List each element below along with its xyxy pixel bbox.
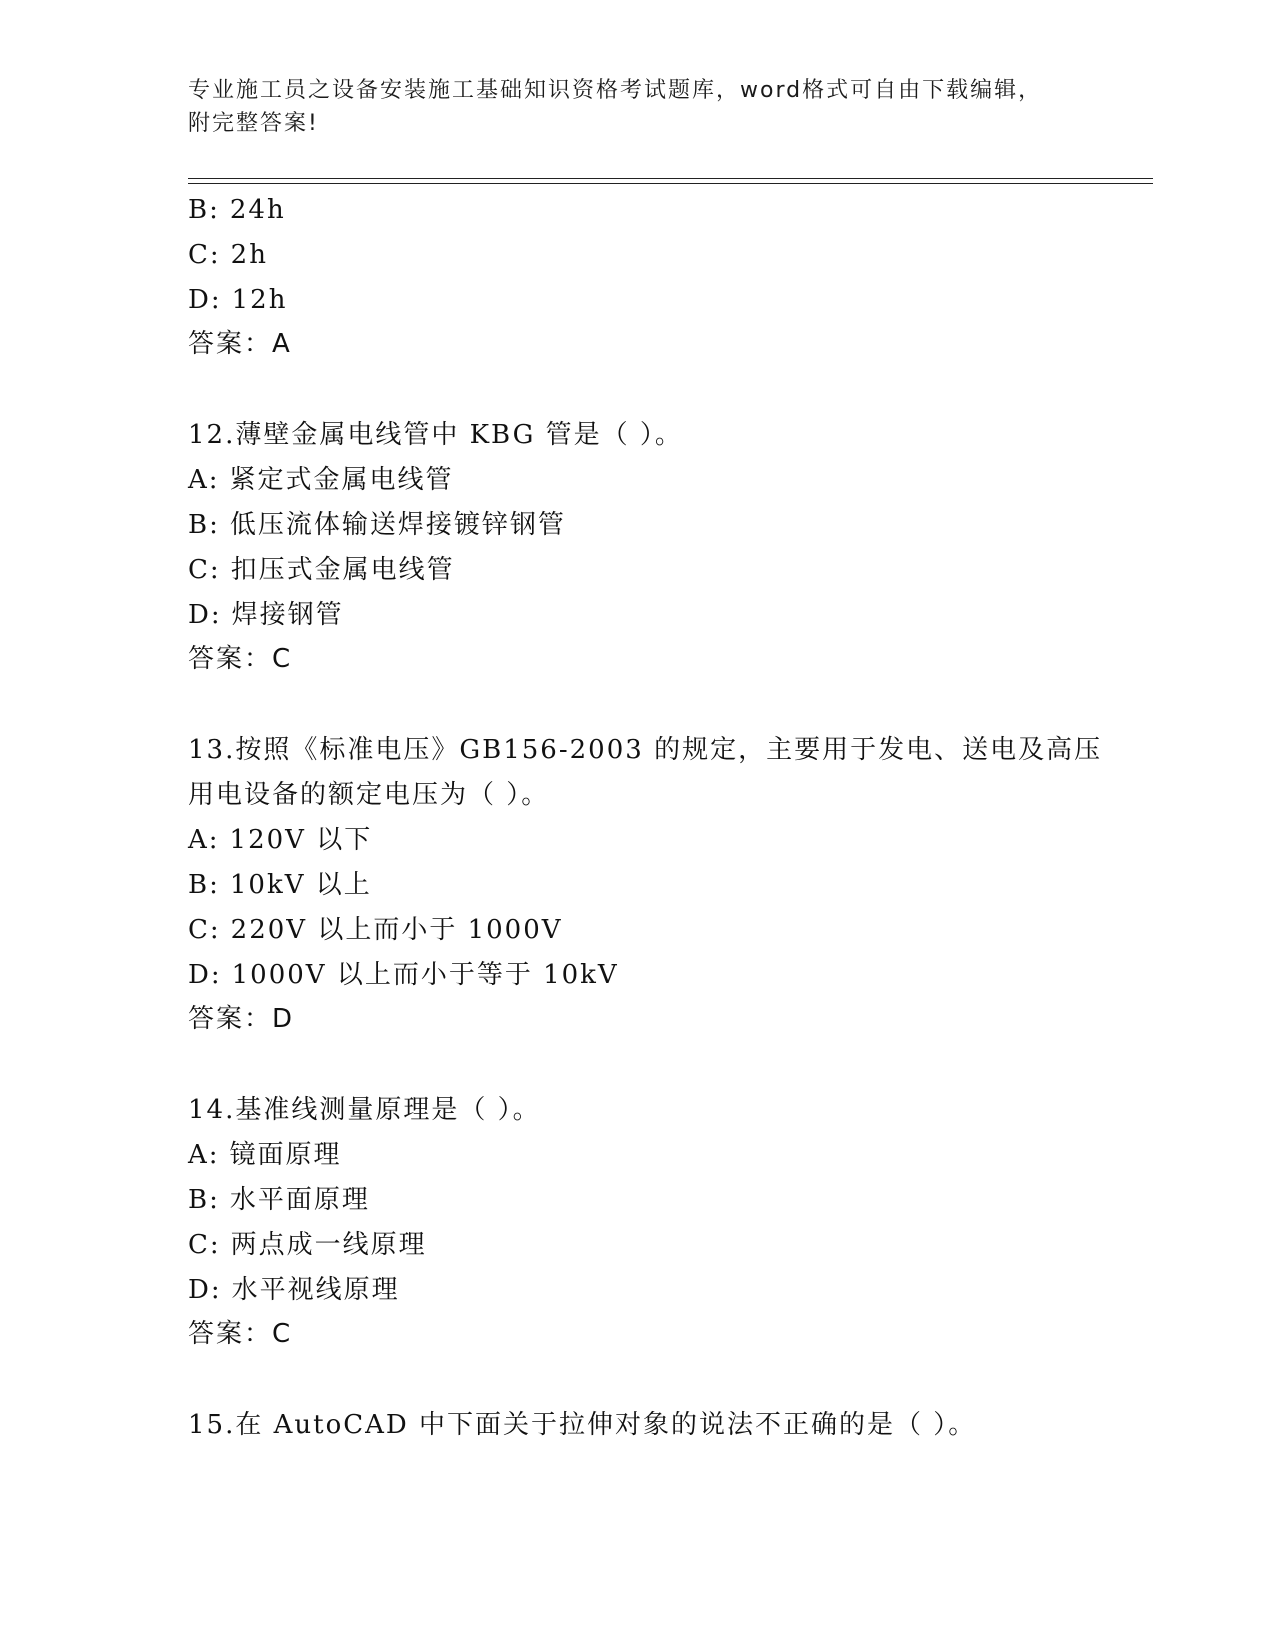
q13-option-a [188,824,372,856]
option-text: 220V 以上而小于 1000V [230,915,563,945]
q14-option-b [188,1184,370,1216]
option-label: A: [188,825,220,855]
option-label: D: [188,1275,222,1305]
option-text: 扣压式金属电线管 [230,555,455,585]
q12-option-b [188,509,566,541]
option-text: 低压流体输送焊接镀锌钢管 [229,510,566,540]
option-label: B: [188,195,220,225]
option-text: 水平面原理 [229,1185,370,1215]
option-label: C: [188,555,221,585]
q13-option-c [188,914,563,946]
q14-question: 14.基准线测量原理是（ ）。 [188,1095,541,1125]
q12-option-d [188,599,344,631]
header-line-1: 专业施工员之设备安装施工基础知识资格考试题库，word格式可自由下载编辑， [188,78,1043,103]
option-text: 12h [231,285,288,315]
option-label: A: [188,1140,220,1170]
q11-answer: 答案：A [188,329,292,359]
option-text: 24h [229,195,286,225]
option-label: B: [188,870,220,900]
q13-option-b [188,869,372,901]
header-divider-top [188,178,1153,179]
option-text: 120V 以下 [229,825,373,855]
option-text: 水平视线原理 [231,1275,400,1305]
q13-option-d [188,959,619,991]
q13-question-line-2: 用电设备的额定电压为（ ）。 [188,780,550,810]
q13-question-line-1: 13.按照《标准电压》GB156-2003 的规定，主要用于发电、送电及高压 [188,735,1103,765]
q11-option-c [188,239,268,271]
q12-option-c [188,554,455,586]
q12-answer: 答案：C [188,644,293,674]
option-label: B: [188,510,220,540]
option-label: C: [188,240,221,270]
header-divider-bottom [188,183,1153,184]
option-text: 1000V 以上而小于等于 10kV [231,960,619,990]
option-text: 焊接钢管 [231,600,344,630]
option-label: C: [188,1230,221,1260]
option-text: 镜面原理 [229,1140,342,1170]
option-label: D: [188,960,222,990]
header-line-2: 附完整答案! [188,111,319,136]
option-label: D: [188,600,222,630]
option-text: 10kV 以上 [229,870,372,900]
q11-option-b [188,194,286,226]
option-text: 2h [230,240,268,270]
q14-option-a [188,1139,342,1171]
option-label: D: [188,285,222,315]
q11-option-d [188,284,287,316]
q13-answer: 答案：D [188,1004,295,1034]
option-label: A: [188,465,220,495]
q14-option-d [188,1274,400,1306]
q12-option-a [188,464,454,496]
page-header [188,74,1088,140]
q14-option-c [188,1229,427,1261]
option-text: 两点成一线原理 [230,1230,427,1260]
option-text: 紧定式金属电线管 [229,465,454,495]
option-label: C: [188,915,221,945]
option-label: B: [188,1185,220,1215]
q12-question: 12.薄壁金属电线管中 KBG 管是（ ）。 [188,420,683,450]
q14-answer: 答案：C [188,1319,293,1349]
q15-question: 15.在 AutoCAD 中下面关于拉伸对象的说法不正确的是（ ）。 [188,1410,977,1440]
